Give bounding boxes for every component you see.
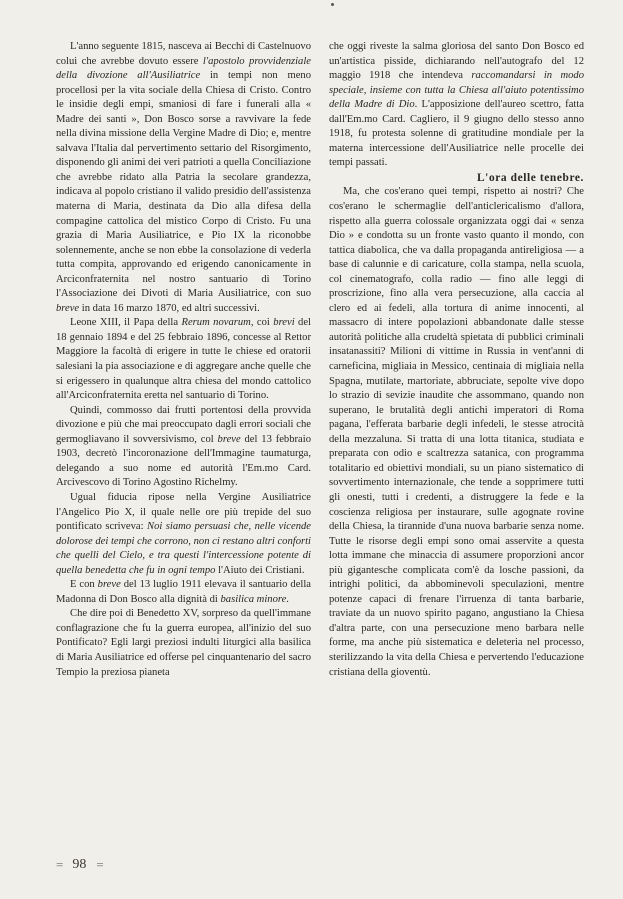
- text-run: che oggi riveste la salma gloriosa del santo Don Bosco ed un'artistica pisside, dichiarando nell'autografo del 12 maggio 1918 che intendeva: [329, 41, 584, 82]
- italic-run: Rerum novarum: [181, 317, 251, 329]
- paragraph: [56, 40, 311, 316]
- italic-run: breve: [97, 579, 121, 591]
- italic-run: basilica minore: [220, 593, 287, 605]
- page-number: 98: [72, 857, 87, 872]
- section-heading: L'ora delle tenebre.: [476, 171, 584, 184]
- italic-run: Noi siamo persuasi che, nelle vicende dolorose dei tempi che corrono, non ci restano altri conforti che quelli del Cielo, e tra questi l'intercessione potente di quella benedetta che fu in ogni tempo: [56, 521, 311, 576]
- footer-ornament-left: =: [56, 857, 63, 872]
- text-run: l'Aiuto dei Cristiani.: [215, 564, 305, 576]
- text-run: .: [286, 593, 289, 605]
- italic-run: l'apostolo provvidenziale della divozione all'Ausiliatrice: [56, 55, 311, 82]
- italic-run: breve: [56, 302, 80, 314]
- right-column-section-body: [329, 185, 584, 680]
- paragraph: [56, 491, 311, 578]
- page-footer: [56, 857, 103, 873]
- text-run: in data 16 marzo 1870, ed altri successivi.: [79, 302, 260, 314]
- text-run: del 18 gennaio 1894 e del 25 febbraio 1896, concesse al Rettor Maggiore la facoltà di erigere in tutte le chiese ed oratorii salesiani la pia associazione e di aggregare anche quelle che si erigessero in qualunque altra chiesa del mondo cattolico all'Arciconfraternita eretta nel santuario di Torino.: [56, 317, 311, 402]
- text-run: E con: [70, 579, 98, 591]
- text-run: Quindi, commosso dai frutti portentosi della provvida divozione e più che mai preoccupato dagli errori sociali che germogliavano il sovversivismo, col: [56, 404, 311, 445]
- italic-run: raccomandarsi in modo speciale, insieme con tutta la Chiesa all'aiuto potentissimo della Madre di Dio: [329, 70, 584, 111]
- text-run: L'anno seguente 1815, nasceva ai Becchi di Castelnuovo colui che avrebbe dovuto essere: [56, 41, 311, 67]
- text-run: del 13 luglio 1911 elevava il santuario della Madonna di Don Bosco alla dignità di: [56, 579, 311, 605]
- text-run: in tempi non meno procellosi per la vita sociale della Chiesa di Cristo. Contro le insidie degli empi, smaniosi di fare i funerali alla « Madre dei santi », Don Bosco sorse a ravvivare la fede nella divina missione della Vergine Madre di Dio; e, mentre salvava l'Italia dal pervertimento settario del Risorgimento, disponendo gli animi dei veri patrioti a quella Conciliazione che avrebbe ridato alla Patria la secolare grandezza, indicava al popolo cristiano il valido presidio dell'assistenza materna di Maria, destinata da Dio alla difesa della compagine cattolica del mistico Corpo di Cristo. Fu una grazia di Maria Ausiliatrice, e Pio IX la riconobbe solennemente, anche se non ebbe la consolazione di vederla tutta compita, approvando ed erigendo canonicamente in Arciconfraternita nel nostro santuario di Torino l'Associazione dei Divoti di Maria Ausiliatrice, con suo: [56, 70, 312, 300]
- text-run: del 13 febbraio 1903, decretò l'incoronazione dell'Immagine taumaturga, delegando a suo nome ed autorità l'Em.mo Card. Arcivescovo di Torino Agostino Richelmy.: [56, 433, 311, 489]
- paragraph: [56, 316, 311, 403]
- paragraph: [56, 607, 311, 680]
- right-column-continuation: [329, 40, 584, 171]
- italic-run: breve: [217, 433, 241, 445]
- print-speck: [331, 3, 334, 6]
- text-run: Che dire poi di Benedetto XV, sorpreso da quell'immane conflagrazione che fu la guerra europea, all'inizio del suo Pontificato? Egli largì preziosi indulti liturgici alla basilica di Maria Ausiliatrice ed offerse pel cinquantenario del sacro Tempio la preziosa pianeta: [56, 608, 311, 678]
- text-run: , coi: [250, 317, 274, 329]
- left-text-column: [56, 40, 311, 680]
- paragraph: [56, 578, 311, 607]
- italic-run: brevi: [273, 317, 295, 329]
- text-run: Leone XIII, il Papa della: [70, 317, 182, 329]
- text-run: Ugual fiducia ripose nella Vergine Ausiliatrice l'Angelico Pio X, il quale nelle ore più trepide del suo pontificato scriveva:: [56, 491, 311, 533]
- paragraph: [329, 40, 584, 171]
- paragraph: [329, 185, 584, 680]
- right-text-column: [329, 40, 584, 680]
- paragraph: [56, 404, 311, 491]
- text-run: Ma, che cos'erano quei tempi, rispetto ai nostri? Che cos'erano le schermaglie dell'anticlericalismo d'allora, rispetto alla guerra colossale organizzata oggi dai « senza Dio » e condotta su un fronte vasto quanto il mondo, con tattica diabolica, che va dalla propaganda antireligiosa — a base di calunnie e di caricature, colla stampa, nella scuola, col cinematografo, colla radio — fino alle leggi di proscrizione, fino alla vera persecuzione, alla caccia al clero ed ai fedeli, alla tortura di anime innocenti, al massacro di intere popolazioni abbandonate dalle stesse autorità politiche alla crudeltà spietata di pubblici criminali insatanassiti? Milioni di vittime in Russia in vent'anni di carneficina, migliaia in Messico, centinaia di migliaia nella Spagna, mutilate, martoriate, abbruciate, sepolte vive dopo lo strazio di sevizie inaudite che assommano, quando non superano, le brutalità degli antichi imperatori di Roma pagana, l'efferata barbarie degli infedeli, le stesse atrocità della mezzaluna. Si tratta di una lotta titanica, studiata e preparata con odio e scaltrezza satanica, con programma totalitario ed obiettivi mondiali, su un piano sistematico di sovvertimento internazionale, che tende a sopprimere tutti gli onesti, tutti i credenti, a distruggere la fede e la coscienza religiosa per instaurare, sulle agognate rovine della Chiesa, la tirannide d'una nuova barbarie senza nome. Tutte le risorse degli empi sono omai asservite a questa lotta immane che minaccia di assumere proporzioni ancor più gigantesche complicata com'è da losche passioni, da intrighi politici, da abbominevoli speculazioni, mentre potenze capaci di frenare l'irruenza di tanta barbarie, traviate da un nuovo spirito pagano, angustiano la Chiesa d'altra parte, con una persecuzione meno barbara nelle forme, ma anche più sistematica e deleteria nel processo, sterilizzando la vita della Chiesa e pervertendo l'educazione cristiana della gioventù.: [329, 186, 584, 678]
- footer-ornament-right: =: [96, 857, 103, 872]
- text-run: . L'apposizione dell'aureo scettro, fatta dall'Em.mo Card. Cagliero, il 9 giugno dello stesso anno 1918, fu protesta solenne di gratitudine mondiale per la materna intercessione dell'Ausiliatrice nelle procelle dei tempi passati.: [329, 99, 584, 169]
